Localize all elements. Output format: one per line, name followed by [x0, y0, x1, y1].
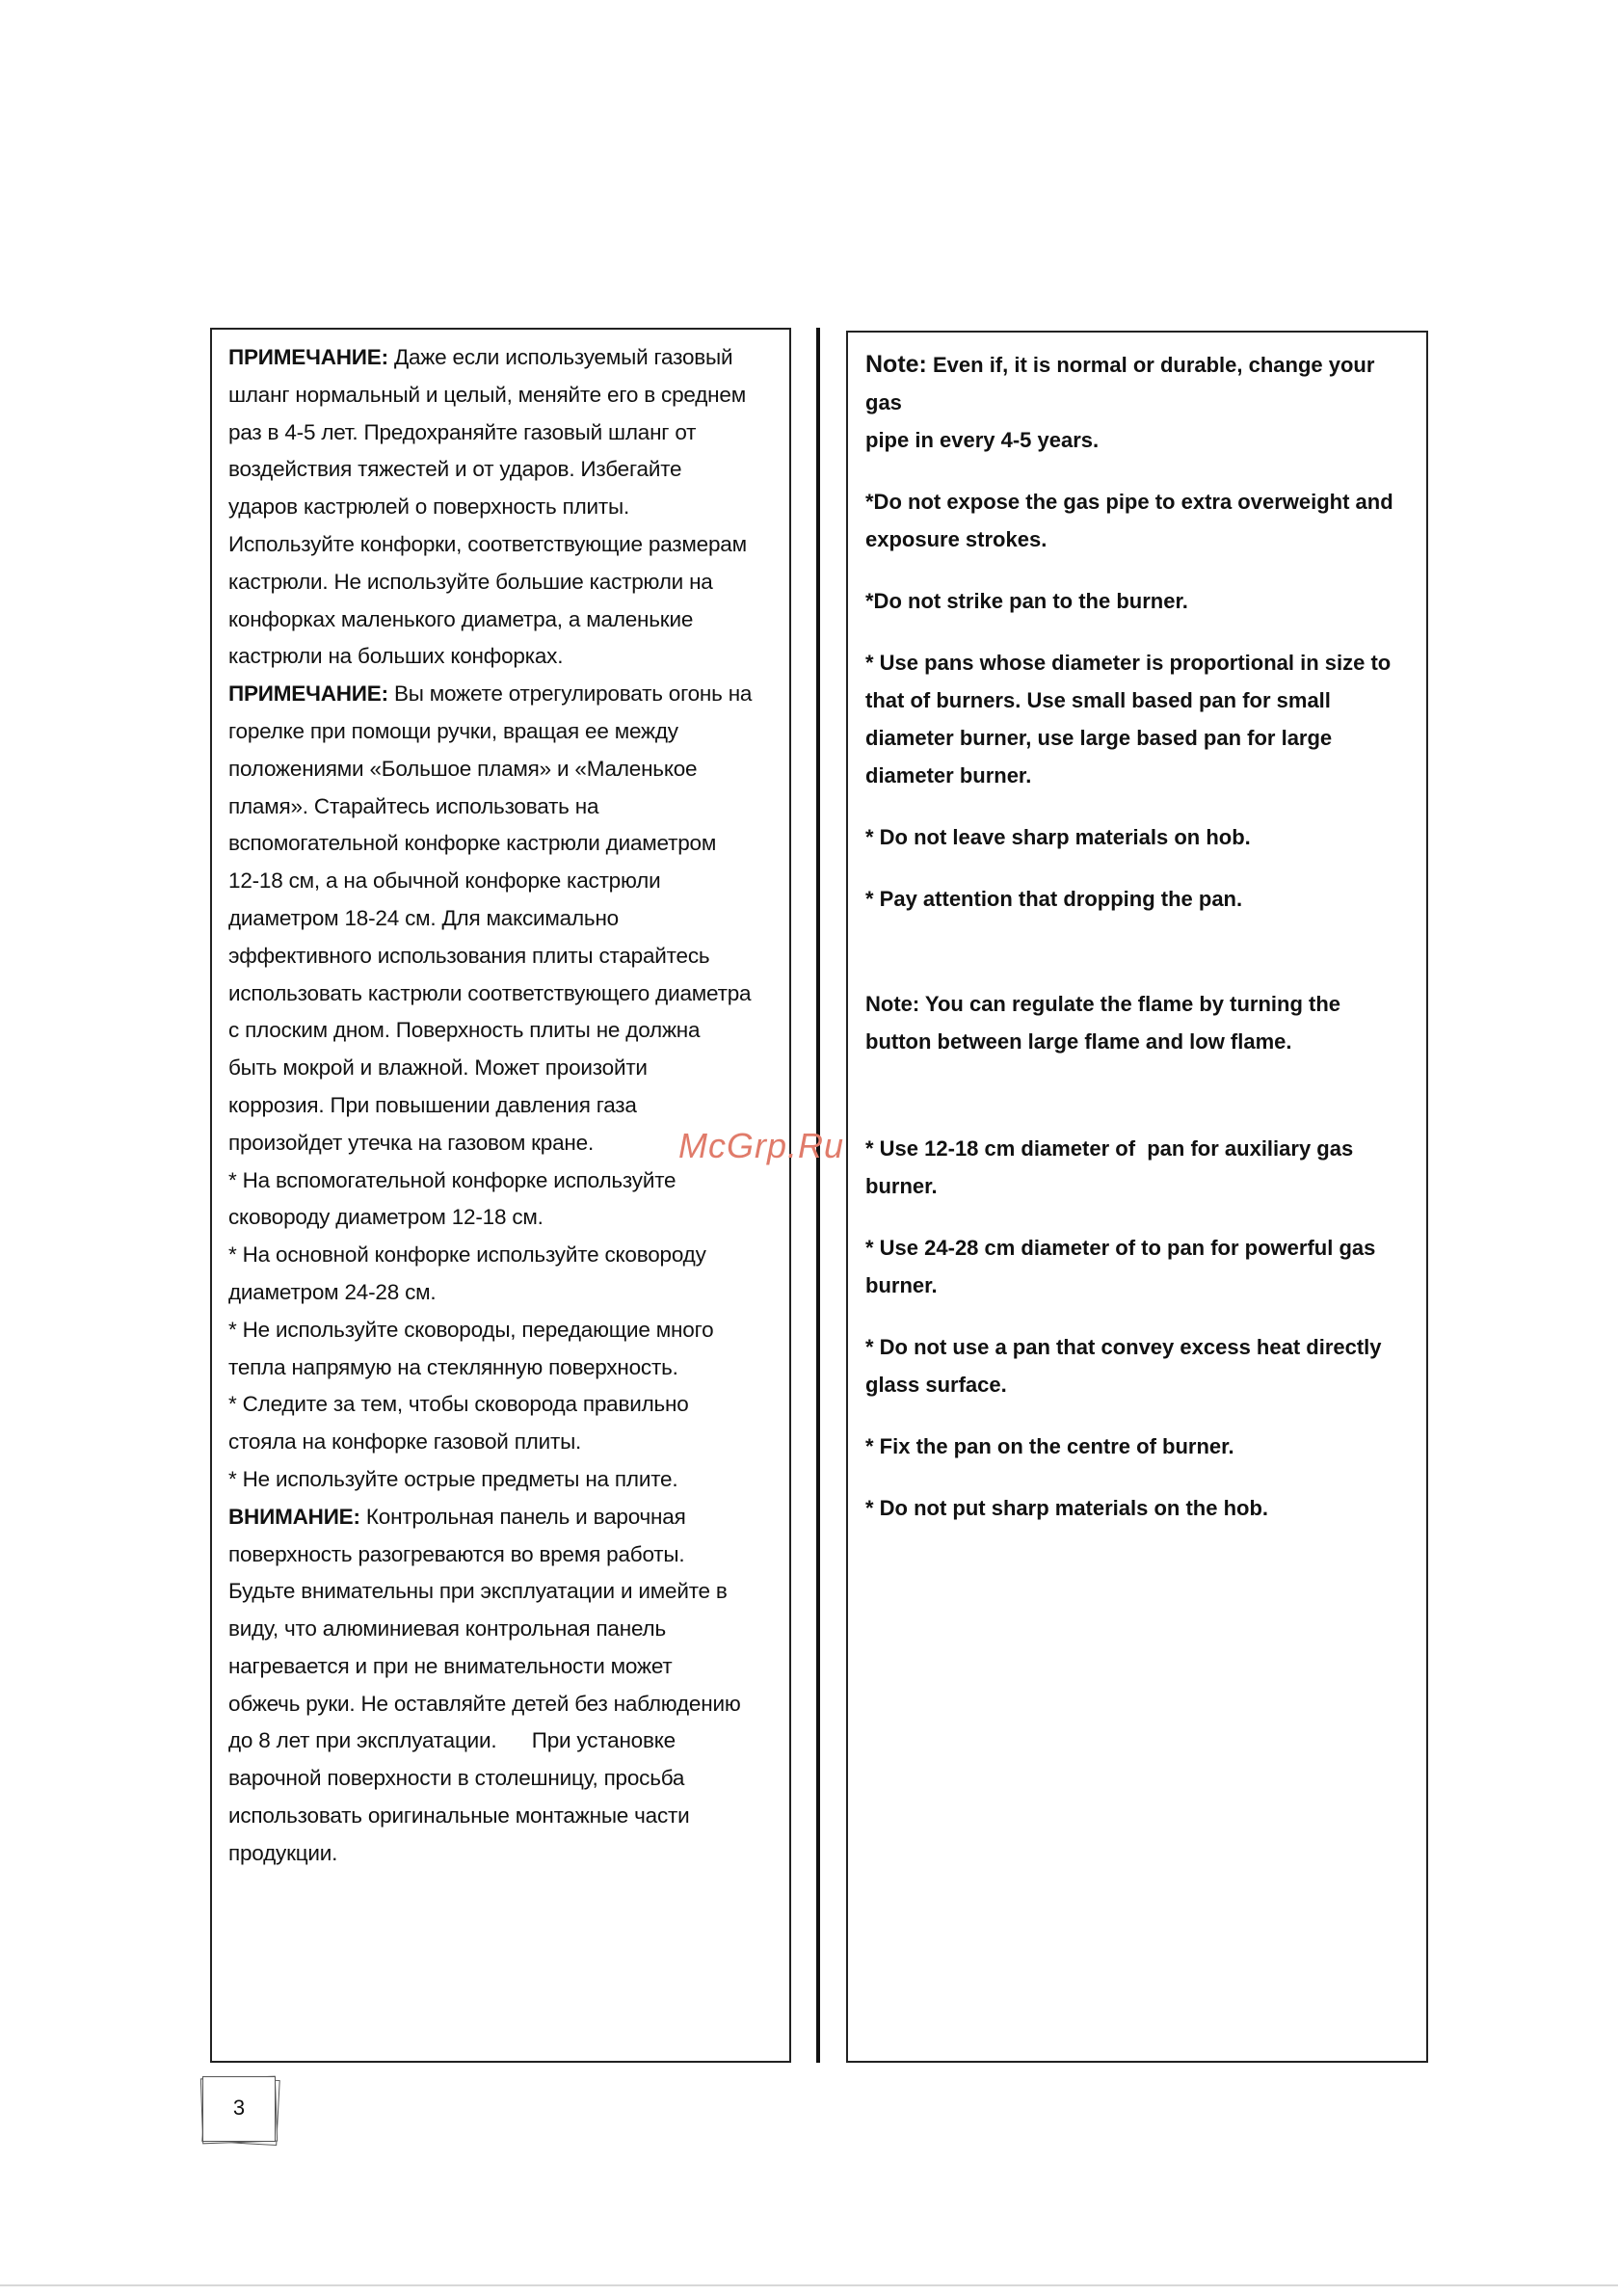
note-label-1: ПРИМЕЧАНИЕ: — [228, 345, 388, 369]
list-item: * Use pans whose diameter is proportional in size to that of burners. Use small based pan for small diameter burner, use large based pan for large diameter burner. — [865, 651, 1392, 788]
list-item: * Use 12-18 cm diameter of pan for auxiliary gas burner. — [865, 1136, 1354, 1198]
list-item: * Pay attention that dropping the pan. — [865, 887, 1243, 911]
list-item: *Do not expose the gas pipe to extra overweight and exposure strokes. — [865, 490, 1393, 551]
scan-edge-line — [0, 2284, 1618, 2286]
list-item: * Fix the pan on the centre of burner. — [865, 1434, 1234, 1458]
russian-text-body — [228, 339, 772, 1873]
note-text-1: Даже если используемый газовый шланг нормальный и целый, меняйте его в среднем раз в 4-5 лет. Предохраняйте газовый шланг от воздействия тяжестей и от ударов. Избегайте ударов кастрюлей о поверхность плиты. Используйте конфорки, соответствующие размерам кастрюли. Не используйте большие кастрюли на конфорках маленького диаметра, а маленькие кастрюли на больших конфорках. — [228, 345, 747, 669]
page-number: 3 — [232, 2096, 246, 2120]
watermark: McGrp.Ru — [678, 1126, 845, 1165]
warning-text: Контрольная панель и варочная поверхность разогреваются во время работы. Будьте внимательны при эксплуатации и имейте в виду, что алюминиевая контрольная панель нагревается и при не внимательности может обжечь руки. Не оставляйте детей без наблюдению до 8 лет при эксплуатации. При установке варочной поверхности в столешницу, просьба использовать оригинальные монтажные части продукции. — [228, 1504, 741, 1865]
list-item: * Do not put sharp materials on the hob. — [865, 1496, 1269, 1520]
list-item: * Do not use a pan that convey excess heat directly glass surface. — [865, 1335, 1382, 1397]
column-divider — [816, 328, 820, 2063]
english-note — [865, 346, 1409, 459]
list-item: *Do not strike pan to the burner. — [865, 589, 1188, 613]
english-note-label: Note: — [865, 351, 927, 378]
note-text-2: Вы можете отрегулировать огонь на горелке при помощи ручки, вращая ее между положениями «Большое пламя» и «Маленькое пламя». Старайтесь использовать на вспомогательной конфорке кастрюли диаметром 12-18 см, а на обычной конфорке кастрюли диаметром 18-24 см. Для максимально эффективного использования плиты старайтесь использовать кастрюли соответствующего диаметра с плоским дном. Поверхность плиты не должна быть мокрой и влажной. Может произойти коррозия. При повышении давления газа произойдет утечка на газовом кране. * На вспомогательной конфорке используйте сковороду диаметром 12-18 см. * На основной конфорке используйте сковороду диаметром 24-28 см. * Не используйте сковороды, передающие много тепла напрямую на стеклянную поверхность. * Следите за тем, чтобы сковорода правильно стояла на конфорке газовой плиты. * Не используйте острые предметы на плите. — [228, 681, 753, 1491]
warning-label: ВНИМАНИЕ: — [228, 1504, 360, 1529]
list-item: * Use 24-28 cm diameter of to pan for powerful gas burner. — [865, 1236, 1376, 1297]
english-text-column — [846, 331, 1428, 2063]
list-item: Note: You can regulate the flame by turning the button between large flame and low flame. — [865, 992, 1341, 1054]
list-item: * Do not leave sharp materials on hob. — [865, 825, 1251, 849]
note-label-2: ПРИМЕЧАНИЕ: — [228, 681, 388, 707]
english-note-text: Even if, it is normal or durable, change your gas pipe in every 4-5 years. — [865, 353, 1375, 452]
russian-text-column — [210, 328, 791, 2063]
page-number-badge — [200, 2074, 278, 2144]
